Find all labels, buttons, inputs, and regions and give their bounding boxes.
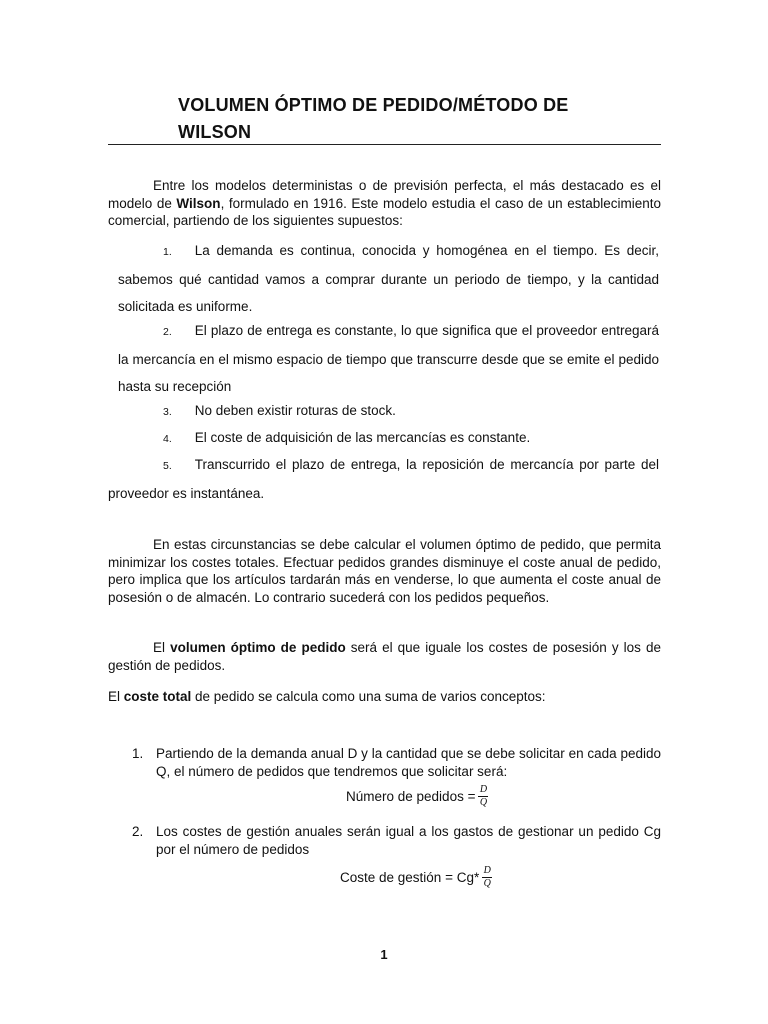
assumption-item-5	[108, 451, 659, 507]
assumption-item-2	[118, 317, 659, 400]
concept-number: 1.	[132, 746, 144, 761]
total-cost-paragraph: El coste total de pedido se calcula como una suma de varios conceptos:	[108, 689, 546, 704]
title-underline	[108, 144, 661, 145]
page-title	[178, 92, 633, 146]
fraction-numerator: D	[483, 865, 491, 876]
assumption-item-3	[118, 397, 659, 426]
assumption-number: 3.	[163, 406, 172, 418]
formula-lhs: Coste de gestión = Cg*	[340, 870, 480, 885]
assumption-text: La demanda es continua, conocida y homogénea en el tiempo. Es decir, sabemos qué cantidad vamos a comprar durante un periodo de tiempo, y la cantidad solicitada es uniforme.	[118, 243, 659, 314]
formula-number-of-orders	[346, 785, 488, 808]
concept-number: 2.	[132, 824, 144, 839]
concept-text: Partiendo de la demanda anual D y la cantidad que se debe solicitar en cada pedido Q, el número de pedidos que tendremos que solicitar será:	[156, 746, 661, 779]
assumption-text: No deben existir roturas de stock.	[194, 403, 396, 418]
total-cost-bold: coste total	[123, 689, 192, 704]
assumption-text: El plazo de entrega es constante, lo que significa que el proveedor entregará la mercancía en el mismo espacio de tiempo que transcurre desde que se emite el pedido hasta su recepción	[118, 323, 659, 394]
assumption-text: Transcurrido el plazo de entrega, la reposición de mercancía por parte del proveedor es instantánea.	[108, 457, 659, 501]
assumption-number: 2.	[163, 326, 172, 338]
concept-item-2	[108, 823, 661, 859]
assumption-item-1	[118, 237, 659, 320]
fraction-numerator: D	[479, 784, 488, 795]
assumption-item-4	[118, 424, 659, 453]
fraction-d-over-q	[478, 785, 488, 808]
page-number: 1	[380, 947, 388, 962]
optimal-volume-bold: volumen óptimo de pedido	[170, 640, 346, 655]
title-line-2: WILSON	[178, 122, 252, 142]
optimal-volume-paragraph: El volumen óptimo de pedido será el que iguale los costes de posesión y los de gestión de pedidos.	[108, 640, 662, 673]
title-line-1: VOLUMEN ÓPTIMO DE PEDIDO/MÉTODO DE	[178, 95, 569, 115]
fraction-denominator: Q	[483, 878, 491, 889]
intro-paragraph: Entre los modelos deterministas o de previsión perfecta, el más destacado es el modelo de Wilson, formulado en 1916. Este modelo estudia el caso de un establecimiento comercial, partiendo de los siguientes supuestos:	[108, 178, 661, 228]
fraction-d-over-q	[482, 866, 492, 889]
fraction-denominator: Q	[479, 797, 488, 808]
assumption-number: 5.	[163, 460, 172, 472]
formula-lhs: Número de pedidos =	[346, 789, 476, 804]
circumstances-paragraph: En estas circunstancias se debe calcular el volumen óptimo de pedido, que permita minimizar los costes totales. Efectuar pedidos grandes disminuye el coste anual de pedido, pero implica que los artículos tardarán más en venderse, lo que aumenta el coste anual de posesión o de almacén. Lo contrario sucederá con los pedidos pequeños.	[108, 537, 661, 605]
concept-item-1	[108, 745, 661, 781]
formula-management-cost	[340, 866, 492, 889]
concept-text: Los costes de gestión anuales serán igual a los gastos de gestionar un pedido Cg por el número de pedidos	[156, 824, 661, 857]
wilson-bold: Wilson	[176, 195, 221, 211]
assumption-number: 4.	[163, 433, 172, 445]
assumption-number: 1.	[163, 246, 172, 258]
assumption-text: El coste de adquisición de las mercancías es constante.	[194, 430, 531, 445]
